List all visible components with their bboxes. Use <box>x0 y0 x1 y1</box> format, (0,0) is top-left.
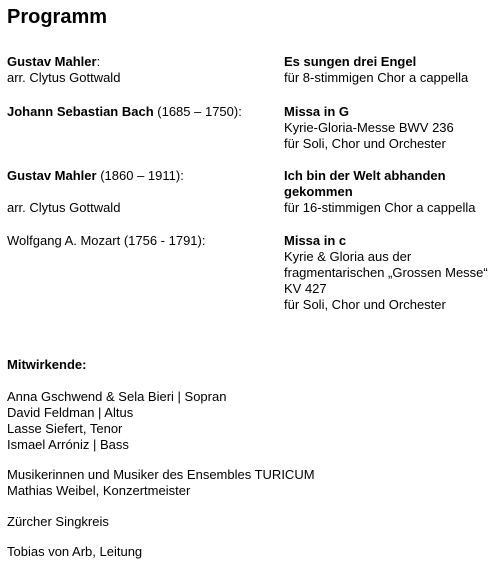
soloist-line: Lasse Siefert, Tenor <box>7 421 123 436</box>
work-title: Missa in G <box>284 104 350 119</box>
composer-dates: (1685 – 1750): <box>153 104 242 119</box>
composer-name: Gustav Mahler <box>7 168 97 183</box>
work-title: gekommen <box>284 184 353 199</box>
work-detail: für Soli, Chor und Orchester <box>284 297 446 312</box>
work-detail: für 8-stimmigen Chor a cappella <box>284 70 469 85</box>
work-detail: fragmentarischen „Grossen Messe“ <box>284 265 488 280</box>
work <box>284 168 496 216</box>
work-detail: KV 427 <box>284 281 327 296</box>
performers-heading: Mitwirkende: <box>7 357 87 372</box>
soloist-line: David Feldman | Altus <box>7 405 134 420</box>
concertmaster-line: Mathias Weibel, Konzertmeister <box>7 483 191 498</box>
composer <box>7 104 242 120</box>
work-detail: für Soli, Chor und Orchester <box>284 136 446 151</box>
work-title: Missa in c <box>284 233 347 248</box>
work <box>284 54 496 86</box>
ensemble-line: Musikerinnen und Musiker des Ensembles TURICUM <box>7 467 315 482</box>
page-title: Programm <box>7 6 108 28</box>
composer-name: Johann Sebastian Bach <box>7 104 154 119</box>
work <box>284 104 496 152</box>
composer <box>7 168 184 184</box>
choir-line: Zürcher Singkreis <box>7 514 109 529</box>
composer <box>7 54 100 70</box>
arranger: arr. Clytus Gottwald <box>7 200 121 215</box>
work-title: Es sungen drei Engel <box>284 54 417 69</box>
soloist-line: Anna Gschwend & Sela Bieri | Sopran <box>7 389 227 404</box>
composer: Wolfgang A. Mozart (1756 - 1791): <box>7 233 206 248</box>
arranger: arr. Clytus Gottwald <box>7 70 121 85</box>
work-detail: Kyrie & Gloria aus der <box>284 249 412 264</box>
work <box>284 233 496 313</box>
composer-dates: (1860 – 1911): <box>96 168 184 183</box>
composer-dates: : <box>96 54 101 69</box>
work-title: Ich bin der Welt abhanden <box>284 168 446 183</box>
work-detail: für 16-stimmigen Chor a cappella <box>284 200 476 215</box>
soloist-line: Ismael Arróniz | Bass <box>7 437 129 452</box>
work-detail: Kyrie-Gloria-Messe BWV 236 <box>284 120 454 135</box>
conductor-line: Tobias von Arb, Leitung <box>7 544 143 559</box>
composer-name: Gustav Mahler <box>7 54 97 69</box>
